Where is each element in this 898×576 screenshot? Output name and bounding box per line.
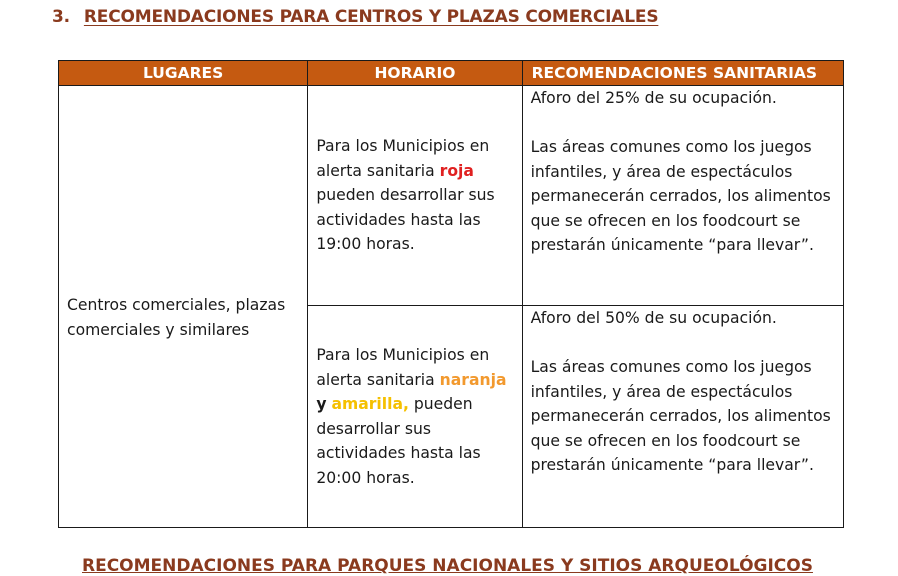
details-text: Las áreas comunes como los juegos infantiles, y área de espectáculos permanecerán cerrados, los alimentos que se ofrecen en los foodcourt se prestarán únicamente “para llevar”. <box>530 138 831 254</box>
schedule-text: Para los Municipios en alerta sanitaria <box>316 137 490 180</box>
header-lugares: LUGARES <box>59 61 308 86</box>
schedule-cell-red <box>308 86 522 306</box>
next-section-heading: RECOMENDACIONES PARA PARQUES NACIONALES Y SITIOS ARQUEOLÓGICOS <box>82 556 813 576</box>
schedule-text-end: pueden desarrollar sus actividades hasta las 20:00 horas. <box>316 395 481 487</box>
capacity-text: Aforo del 50% de su ocupación. <box>530 309 777 327</box>
table-row <box>59 86 844 306</box>
section-heading <box>52 7 658 27</box>
alert-color-yellow: amarilla, <box>331 395 409 413</box>
header-recomendaciones: RECOMENDACIONES SANITARIAS <box>522 61 843 86</box>
schedule-text: Para los Municipios en alerta sanitaria <box>316 346 490 389</box>
header-horario: HORARIO <box>308 61 522 86</box>
section-number: 3. <box>52 7 70 27</box>
capacity-text: Aforo del 25% de su ocupación. <box>530 89 777 107</box>
schedule-cell-orange-yellow <box>308 306 522 528</box>
section-title: RECOMENDACIONES PARA CENTROS Y PLAZAS COMERCIALES <box>83 7 659 27</box>
place-text: Centros comerciales, plazas comerciales y similares <box>67 296 286 339</box>
alert-color-red: roja <box>439 161 474 180</box>
schedule-text-end: pueden desarrollar sus actividades hasta las 19:00 horas. <box>316 186 495 254</box>
recommendations-table <box>58 60 844 528</box>
recommendation-cell <box>522 306 843 528</box>
table-header-row <box>59 61 844 86</box>
alert-color-orange: naranja <box>439 370 507 389</box>
conjunction-text: y <box>316 395 327 413</box>
details-text: Las áreas comunes como los juegos infantiles, y área de espectáculos permanecerán cerrados, los alimentos que se ofrecen en los foodcourt se prestarán únicamente “para llevar”. <box>530 358 831 474</box>
recommendation-cell <box>522 86 843 306</box>
place-cell <box>59 86 308 528</box>
